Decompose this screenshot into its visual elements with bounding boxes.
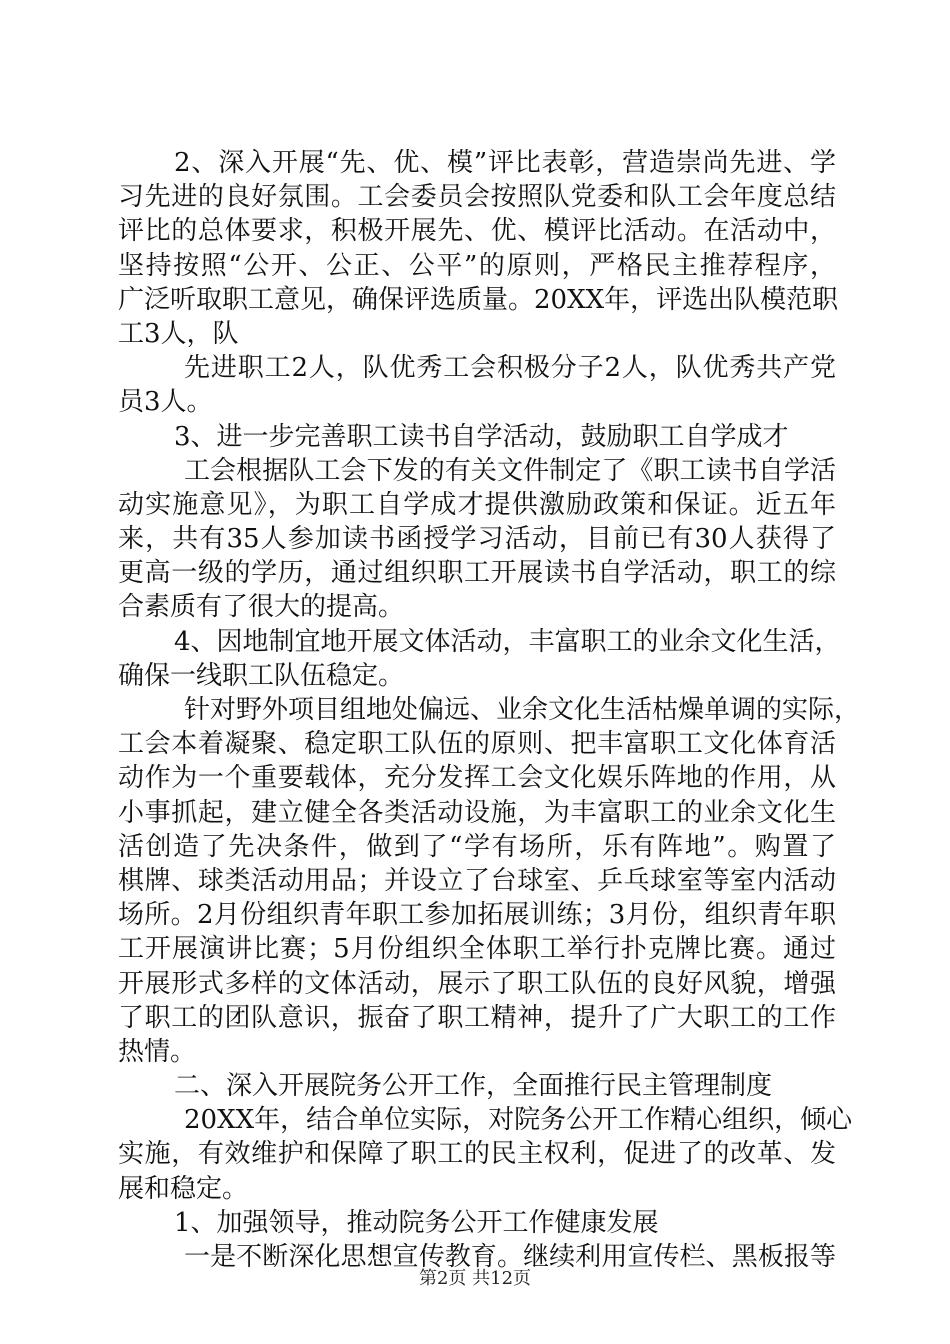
paragraph-line: 场所。2月份组织青年职工参加拓展训练；3月份，组织青年职: [118, 900, 836, 931]
section-heading: 4、因地制宜地开展文体活动，丰富职工的业余文化生活，: [174, 626, 841, 657]
paragraph-line: 实施，有效维护和保障了职工的民主权利，促进了的改革、发: [118, 1139, 836, 1170]
paragraph-line: 活创造了先决条件，做到了“学有场所，乐有阵地”。购置了: [118, 831, 836, 862]
paragraph-line: 了职工的团队意识，振奋了职工精神，提升了广大职工的工作: [118, 1002, 836, 1033]
paragraph-line: 广泛听取职工意见，确保评选质量。20XX年，评选出队模范职: [118, 284, 839, 315]
document-body: [118, 146, 861, 1274]
paragraph-line: 员3人。: [118, 387, 213, 418]
paragraph-line: 评比的总体要求，积极开展先、优、模评比活动。在活动中，: [118, 216, 836, 247]
paragraph-line: 热情。: [118, 1036, 197, 1067]
paragraph-line: 来，共有35人参加读书函授学习活动，目前已有30人获得了: [118, 524, 836, 555]
paragraph-line: 开展形式多样的文体活动，展示了职工队伍的良好风貌，增强: [118, 968, 836, 999]
paragraph-line: 小事抓起，建立健全各类活动设施，为丰富职工的业余文化生: [118, 797, 836, 828]
paragraph-line: 20XX年，结合单位实际，对院务公开工作精心组织，倾心: [184, 1105, 853, 1136]
paragraph-line: 针对野外项目组地处偏远、业余文化生活枯燥单调的实际，: [184, 695, 861, 725]
paragraph-line: 先进职工2人，队优秀工会积极分子2人，队优秀共产党: [184, 353, 836, 384]
paragraph-line: 2、深入开展“先、优、模”评比表彰，营造崇尚先进、学: [174, 148, 836, 178]
section-heading: 确保一线职工队伍稳定。: [118, 660, 405, 691]
paragraph-line: 动作为一个重要载体，充分发挥工会文化娱乐阵地的作用，从: [118, 763, 836, 794]
paragraph-line: 棋牌、球类活动用品；并设立了台球室、乒乓球室等室内活动: [118, 865, 836, 896]
paragraph-line: 工开展演讲比赛；5月份组织全体职工举行扑克牌比赛。通过: [118, 934, 836, 965]
paragraph-line: 习先进的良好氛围。工会委员会按照队党委和队工会年度总结: [118, 182, 836, 213]
section-heading: 二、深入开展院务公开工作，全面推行民主管理制度: [174, 1071, 773, 1102]
paragraph-line: 合素质有了很大的提高。: [118, 592, 405, 623]
paragraph-line: 动实施意见》，为职工自学成才提供激励政策和保证。近五年: [118, 489, 836, 520]
paragraph-line: 工会根据队工会下发的有关文件制定了《职工读书自学活: [184, 455, 836, 486]
paragraph-line: 展和稳定。: [118, 1173, 249, 1204]
paragraph-line: 工会本着凝聚、稳定职工队伍的原则、把丰富职工文化体育活: [118, 729, 836, 760]
paragraph-line: 坚持按照“公开、公正、公平”的原则，严格民主推荐程序，: [118, 250, 836, 281]
paragraph-line: 工3人，队: [118, 318, 239, 349]
page-number-footer: 第2页 共12页: [418, 1268, 532, 1289]
section-heading: 3、进一步完善职工读书自学活动，鼓励职工自学成才: [174, 421, 789, 452]
section-heading: 1、加强领导，推动院务公开工作健康发展: [174, 1207, 659, 1238]
paragraph-line: 一是不断深化思想宣传教育。继续利用宣传栏、黑板报等: [184, 1242, 836, 1272]
paragraph-line: 更高一级的学历，通过组织职工开展读书自学活动，职工的综: [118, 558, 836, 589]
